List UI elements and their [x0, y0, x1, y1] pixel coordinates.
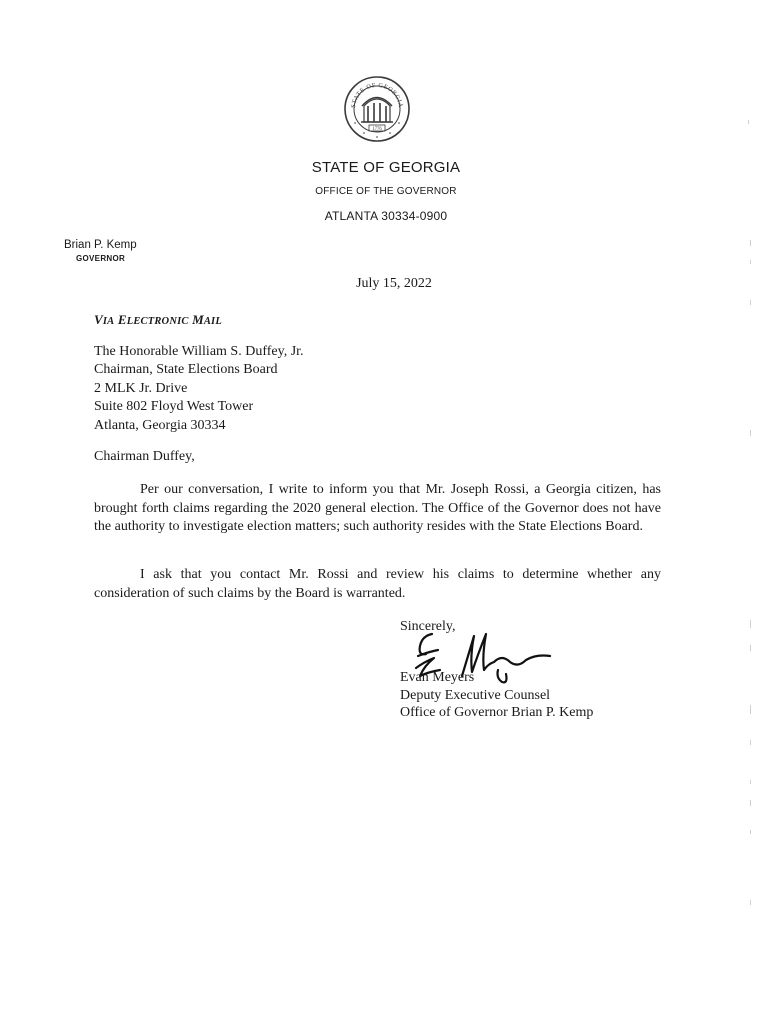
body-paragraph-1: Per our conversation, I write to inform you that Mr. Joseph Rossi, a Georgia citizen, has brought forth claims regarding the 2020 general election. The Office of the Governor does not have the authority to investigate election matters; such authority resides with the State Elections Board.: [94, 482, 661, 535]
body-paragraph-2: I ask that you contact Mr. Rossi and review his claims to determine whether any consideration of such claims by the Board is warranted.: [94, 567, 661, 601]
delivery-word-2-initial: E: [117, 312, 127, 327]
delivery-word-3-rest: AIL: [203, 316, 222, 327]
delivery-word-2-rest: LECTRONIC: [126, 316, 189, 327]
recipient-line: The Honorable William S. Duffey, Jr.: [94, 344, 304, 359]
governor-name: Brian P. Kemp: [64, 239, 137, 251]
recipient-line: Atlanta, Georgia 30334: [94, 417, 226, 433]
georgia-state-seal-icon: [344, 76, 410, 142]
delivery-word-1-rest: IA: [102, 316, 115, 327]
delivery-word-1-initial: V: [94, 312, 103, 327]
letterhead-city: ATLANTA 30334-0900: [324, 209, 448, 223]
recipient-address: [94, 343, 304, 435]
signer-name: Evan Meyers: [400, 670, 475, 685]
letterhead-state: STATE OF GEORGIA: [311, 159, 461, 176]
letterhead-office: OFFICE OF THE GOVERNOR: [315, 186, 457, 197]
recipient-line: 2 MLK Jr. Drive: [94, 380, 188, 396]
delivery-word-3-initial: M: [192, 312, 204, 327]
signer-title: Deputy Executive Counsel: [400, 687, 551, 703]
signer-office: Office of Governor Brian P. Kemp: [400, 705, 594, 720]
seal-text: STATE OF GEORGIA: [349, 81, 405, 109]
delivery-method: [94, 312, 222, 328]
scan-artifacts: [738, 100, 768, 1020]
sign-off: Sincerely,: [400, 619, 456, 634]
recipient-line: Suite 802 Floyd West Tower: [94, 399, 254, 415]
salutation: Chairman Duffey,: [94, 449, 195, 464]
recipient-line: Chairman, State Elections Board: [94, 362, 278, 378]
seal-year: 1776: [372, 127, 382, 132]
governor-title: GOVERNOR: [76, 254, 126, 263]
letter-date: July 15, 2022: [356, 276, 432, 291]
signer-block: [400, 669, 593, 722]
